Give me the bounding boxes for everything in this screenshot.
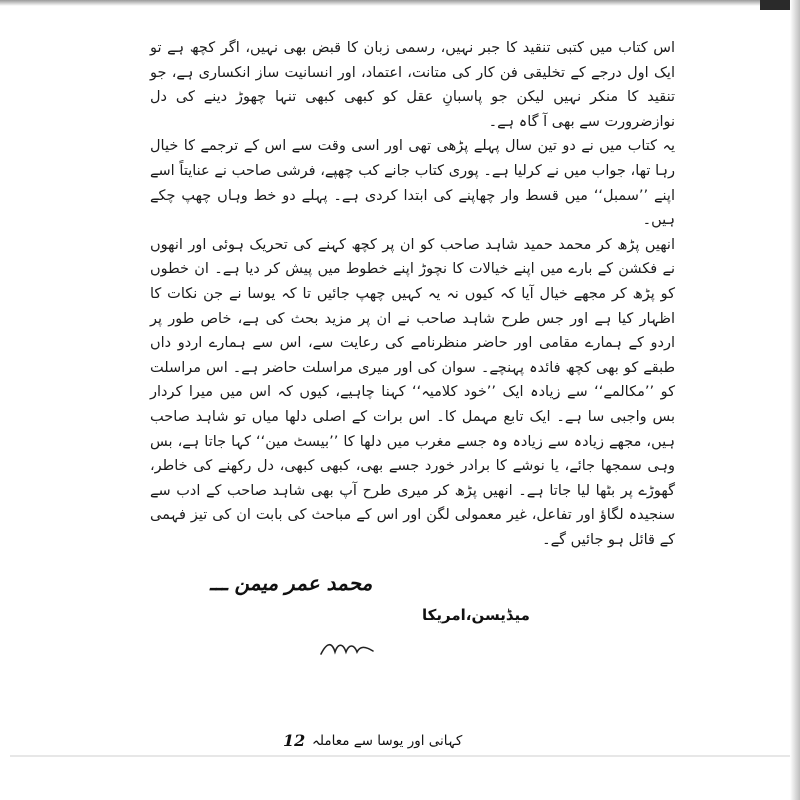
page-number: 12 [283,731,306,750]
body-text [150,36,675,552]
paragraph-1: اس کتاب میں کتبی تنقید کا جبر نہیں، رسمی زبان کا قبض بھی نہیں، اگر کچھ ہے تو ایک اول درجے کے تخلیقی فن کار کی متانت، اعتماد، اور انسانیت ساز انکساری ہے، جو تنقید کا منکر نہیں لیکن جو پاسبانِ عقل کو کبھی کبھی تنہا چھوڑ دینے کی دل نوازضرورت سے بھی آ گاہ ہے۔ [150,40,675,130]
running-book-title: کہانی اور یوسا سے معاملہ [312,733,463,749]
author-signature: محمد عمر میمن ـــ [210,571,373,595]
page-binding-shadow [790,0,800,800]
author-location: میڈیسن،امریکا [422,606,530,624]
paragraph-2: یہ کتاب میں نے دو تین سال پہلے پڑھی تھی اور اسی وقت سے اس کے ترجمے کا خیال رہا تھا، جواب میں نے کرلیا ہے۔ پوری کتاب جانے کب چھپے، فرشی صاحب نے عنایتاً اسے اپنے ’’سمبل‘‘ میں قسط وار چھاپنے کی ابتدا کردی ہے۔ پہلے دو خط وہاں چھپ چکے ہیں۔ [150,138,675,229]
ornament-flourish-icon [318,638,378,660]
page-edge-shadow [0,0,800,6]
paragraph-3: انھیں پڑھ کر محمد حمید شاہد صاحب کو ان پر کچھ کہنے کی تحریک ہوئی اور انھوں نے فکشن کے بارے میں اپنے خیالات کا نچوڑ اپنے خطوط میں پیش کر دیا ہے۔ ان خطوں کو پڑھ کر مجھے خیال آیا کہ کیوں نہ یہ کہیں چھپ جائیں تا کہ یوسا نے جن نکات کا اظہار کیا ہے اور جس طرح شاہد صاحب نے ان پر مزید بحث کی ہے، خاص طور پر اردو کے ہمارے مقامی اور حاضر منظرنامے کی رعایت سے، اس سے ہمارے اردو داں طبقے کو بھی کچھ فائدہ پہنچے۔ سوان کی اور میری مراسلت حاضر ہے۔ اس مراسلت کو ’’مکالمے‘‘ سے زیادہ ایک ’’خود کلامیہ‘‘ کہنا چاہیے، کیوں کہ اس میں میرا کردار بس واجبی سا ہے۔ ایک تابع مہمل کا۔ اس برات کے اصلی دلھا میاں تو شاہد صاحب ہیں، مجھے زیادہ سے زیادہ وہ جسے مغرب میں دلھا کا ’’بیسٹ مین‘‘ کہا جاتا ہے، بس وہی سمجھا جائے، یا نوشے کا برادر خورد جسے بھی، کبھی کبھی، دل رکھنے کی خاطر، گھوڑے پر بٹھا لیا جاتا ہے۔ انھیں پڑھ کر میری طرح آپ بھی شاہد صاحب کے ادب سے سنجیدہ لگاؤ اور تفاعل، غیر معمولی لگن اور اس کے مباحث کی بابت ان کی تیز فہمی کے قائل ہو جائیں گے۔ [150,236,675,548]
